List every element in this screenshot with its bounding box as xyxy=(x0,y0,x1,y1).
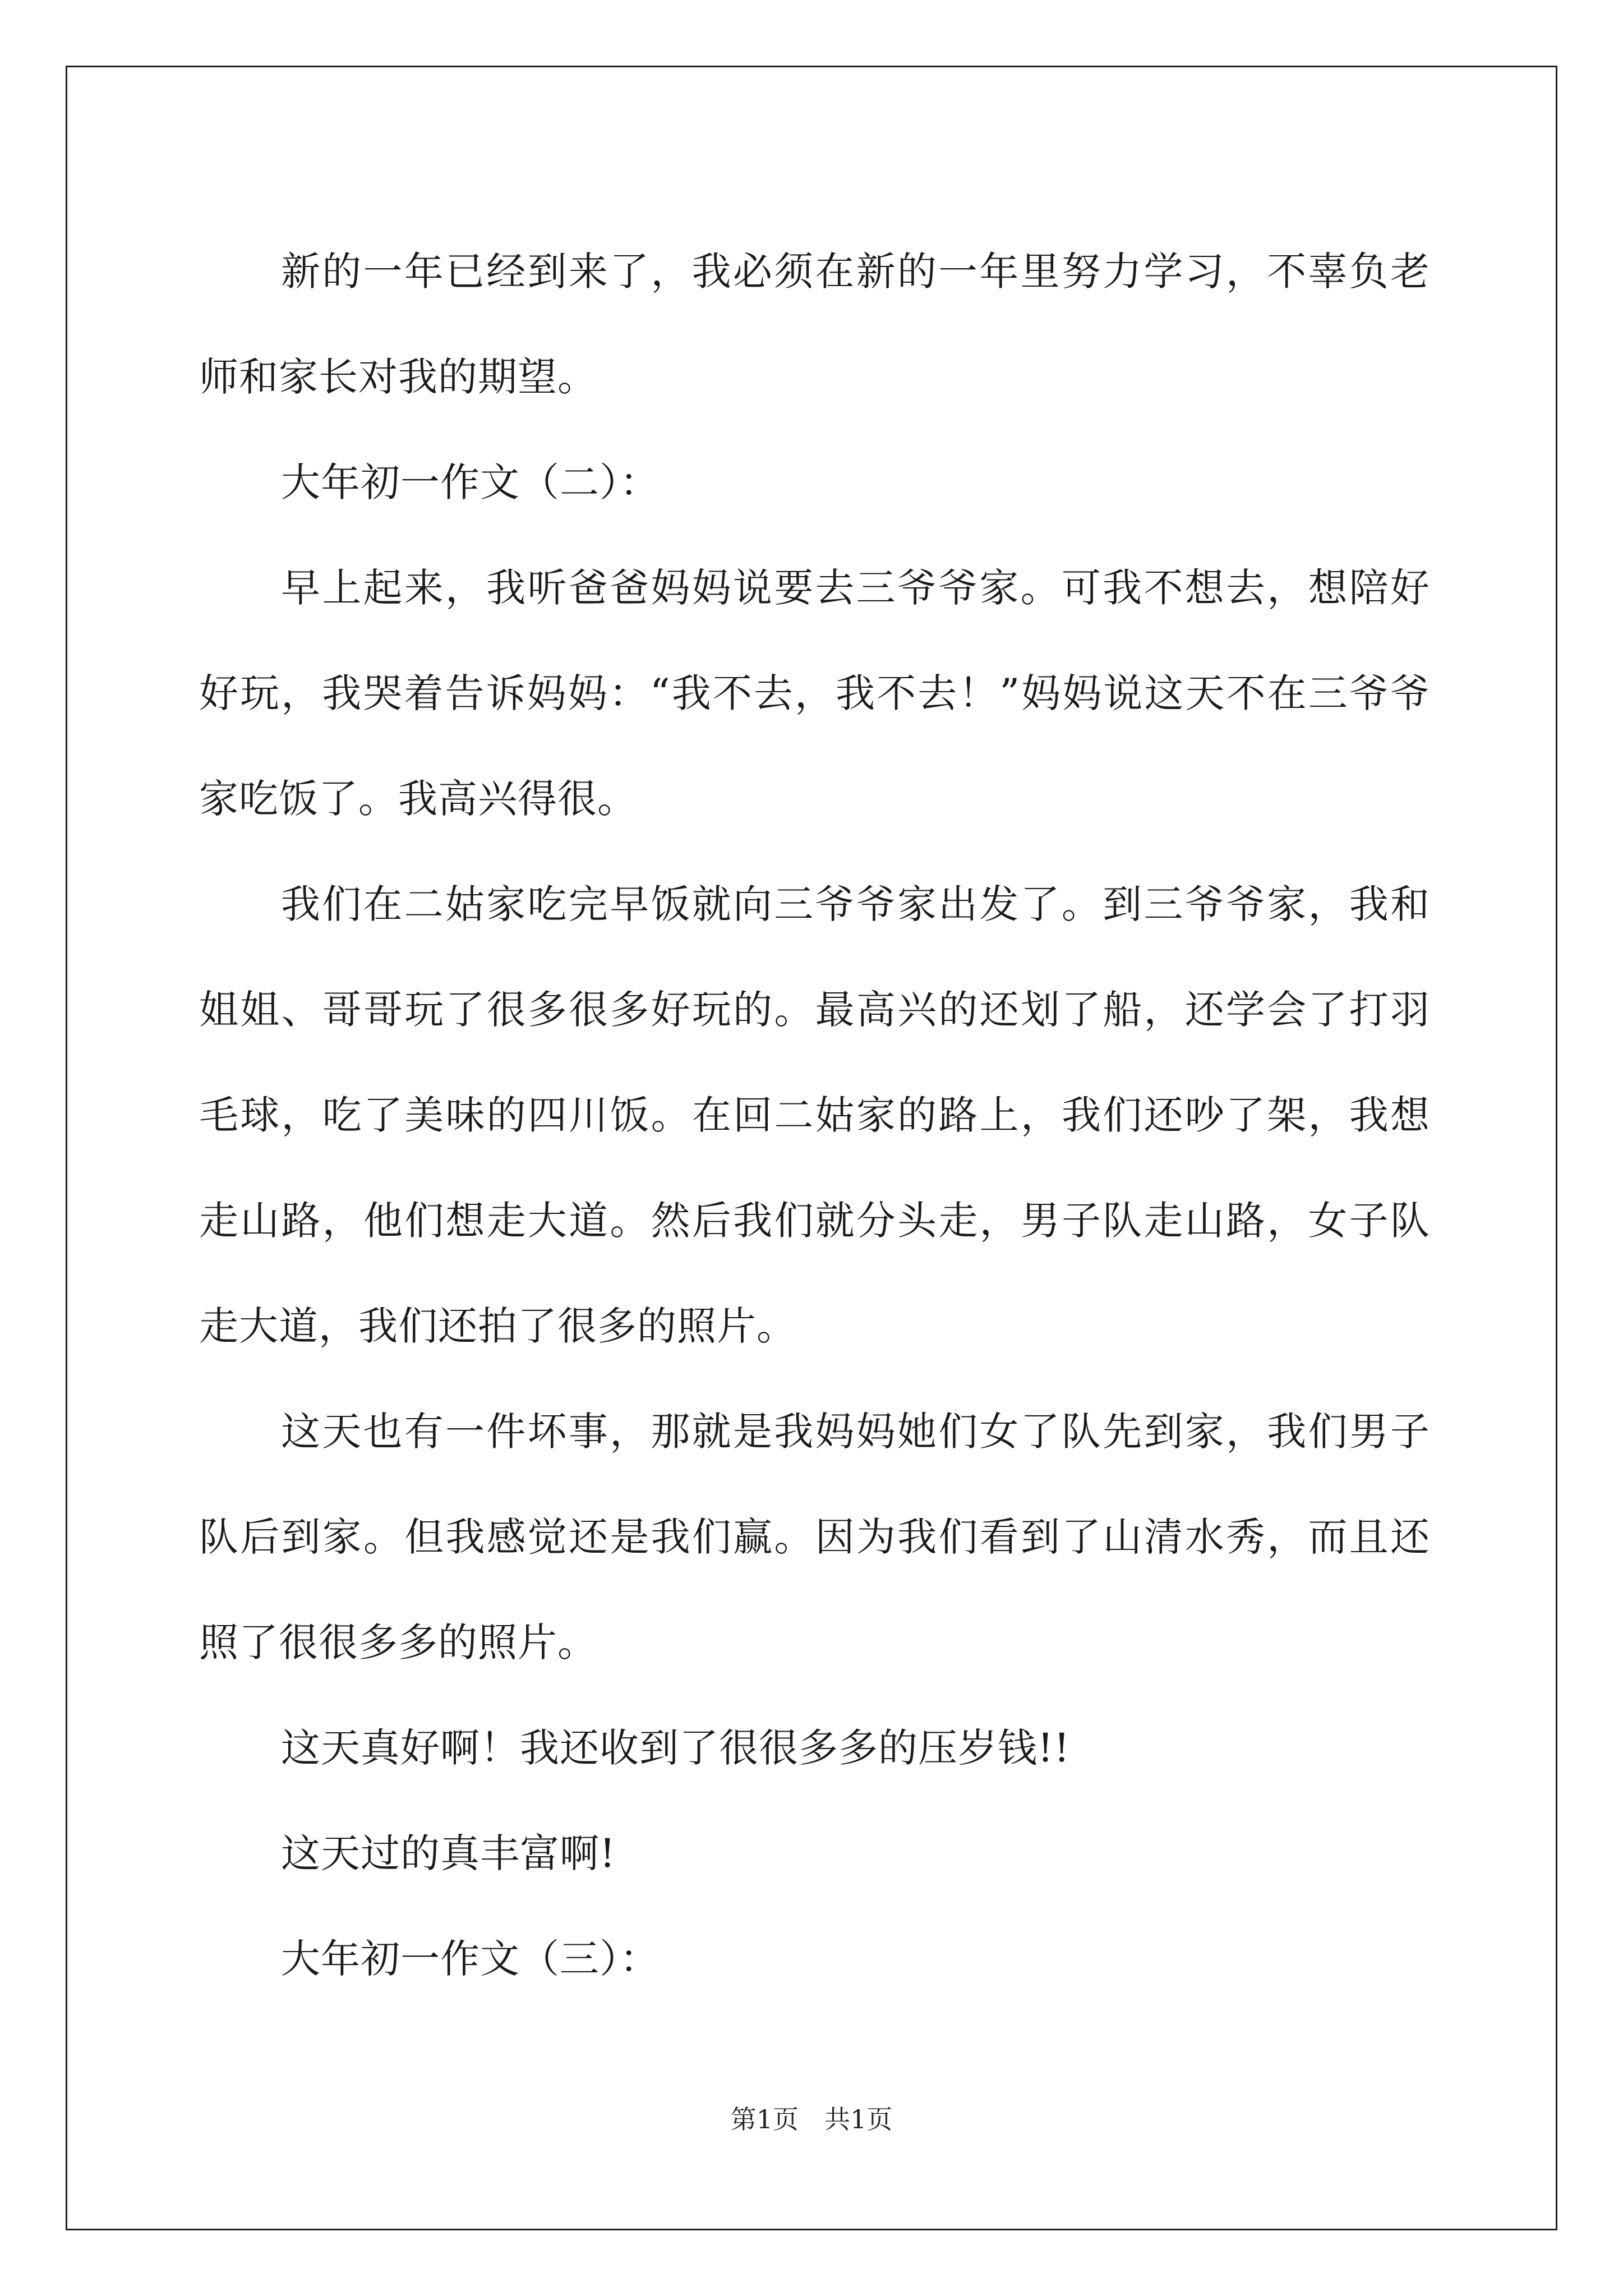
paragraph-race: 这天也有一件坏事，那就是我妈妈她们女了队先到家，我们男子队后到家。但我感觉还是我们赢。因为我们看到了山清水秀，而且还照了很很多多的照片。 xyxy=(199,1409,1430,1665)
section-heading-three: 大年初一作文（三）： xyxy=(281,1936,660,1982)
paragraph-intro-end: 新的一年已经到来了，我必须在新的一年里努力学习，不辜负老师和家长对我的期望。 xyxy=(199,249,1430,400)
paragraph-rich-day: 这天过的真丰富啊! xyxy=(281,1830,616,1876)
paragraph-morning: 早上起来，我听爸爸妈妈说要去三爷爷家。可我不想去，想陪好好玩，我哭着告诉妈妈：“我不去，我不去！”妈妈说这天不在三爷爷家吃饭了。我高兴得很。 xyxy=(199,565,1430,822)
page-number-footer: 第1页 共1页 xyxy=(730,2104,893,2134)
paragraph-trip: 我们在二姑家吃完早饭就向三爷爷家出发了。到三爷爷家，我和姐姐、哥哥玩了很多很多好玩的。最高兴的还划了船，还学会了打羽毛球，吃了美味的四川饭。在回二姑家的路上，我们还吵了架，我想走山路，他们想走大道。然后我们就分头走，男子队走山路，女子队走大道，我们还拍了很多的照片。 xyxy=(199,881,1430,1349)
paragraph-money: 这天真好啊！我还收到了很很多多的压岁钱!! xyxy=(281,1725,1071,1771)
section-heading-two: 大年初一作文（二）： xyxy=(281,459,660,505)
document-body xyxy=(199,219,1430,2012)
